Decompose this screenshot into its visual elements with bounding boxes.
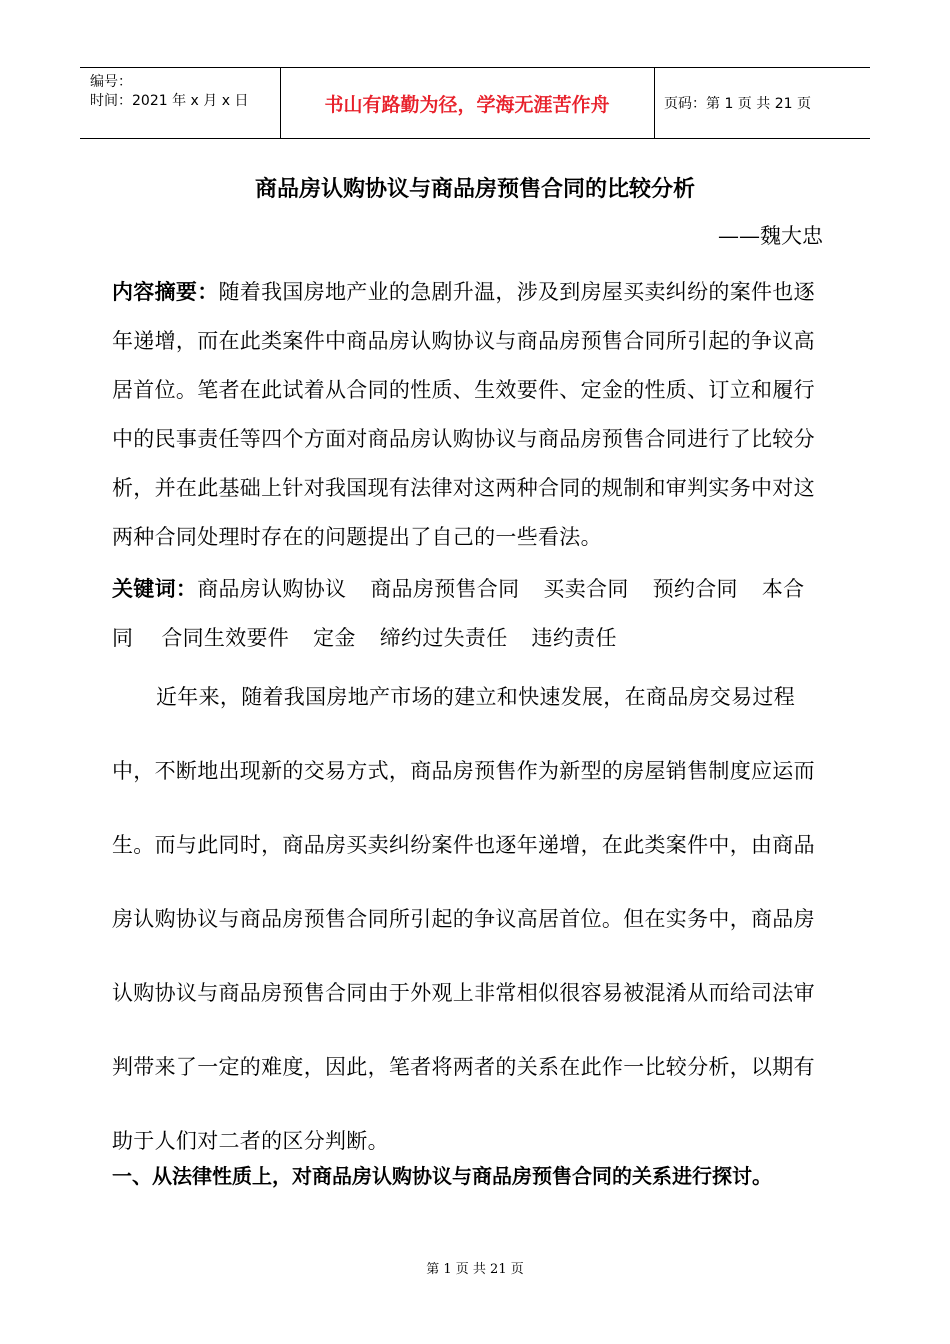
header-motto: 书山有路勤为径，学海无涯苦作舟 [324,93,610,116]
keyword: 定金 [313,626,356,650]
time-label: 时间：2021 年 x 月 x 日 [90,93,249,109]
keywords [112,565,834,663]
keywords-label: 关键词： [112,577,198,601]
header-meta [80,68,280,138]
section-heading: 一、从法律性质上，对商品房认购协议与商品房预售合同的关系进行探讨。 [112,1164,772,1188]
keyword: 商品房认购协议 [197,577,347,601]
keyword: 买卖合同 [543,577,629,601]
keyword: 合同生效要件 [161,626,290,650]
header-divider [280,68,281,138]
keyword: 本合同 [112,577,805,650]
keyword: 预约合同 [652,577,738,601]
document-title: 商品房认购协议与商品房预售合同的比较分析 [254,177,695,202]
body-paragraph: 近年来，随着我国房地产市场的建立和快速发展，在商品房交易过程中，不断地出现新的交易方式，商品房预售作为新型的房屋销售制度应运而生。而与此同时，商品房买卖纠纷案件也逐年递增，在此类案件中，由商品房认购协议与商品房预售合同所引起的争议高居首位。但在实务中，商品房认购协议与商品房预售合同由于外观上非常相似很容易被混淆从而给司法审判带来了一定的难度，因此，笔者将两者的关系在此作一比较分析，以期有助于人们对二者的区分判断。 [112,685,815,1153]
abstract-label: 内容摘要： [112,280,219,304]
keyword: 商品房预售合同 [370,577,520,601]
keyword: 违约责任 [531,626,617,650]
header-page-info: 页码：第 1 页 共 21 页 [664,96,811,112]
document-author: ——魏大忠 [718,224,823,248]
keyword: 缔约过失责任 [379,626,508,650]
abstract [112,268,834,562]
page-header [80,67,870,139]
abstract-text: 随着我国房地产业的急剧升温，涉及到房屋买卖纠纷的案件也逐年递增，而在此类案件中商品房认购协议与商品房预售合同所引起的争议高居首位。笔者在此试着从合同的性质、生效要件、定金的性质、订立和履行中的民事责任等四个方面对商品房认购协议与商品房预售合同进行了比较分析，并在此基础上针对我国现有法律对这两种合同的规制和审判实务中对这两种合同处理时存在的问题提出了自己的一些看法。 [112,280,815,549]
header-divider [654,68,655,138]
number-label: 编号： [90,74,132,90]
page-footer: 第 1 页 共 21 页 [426,1262,524,1277]
